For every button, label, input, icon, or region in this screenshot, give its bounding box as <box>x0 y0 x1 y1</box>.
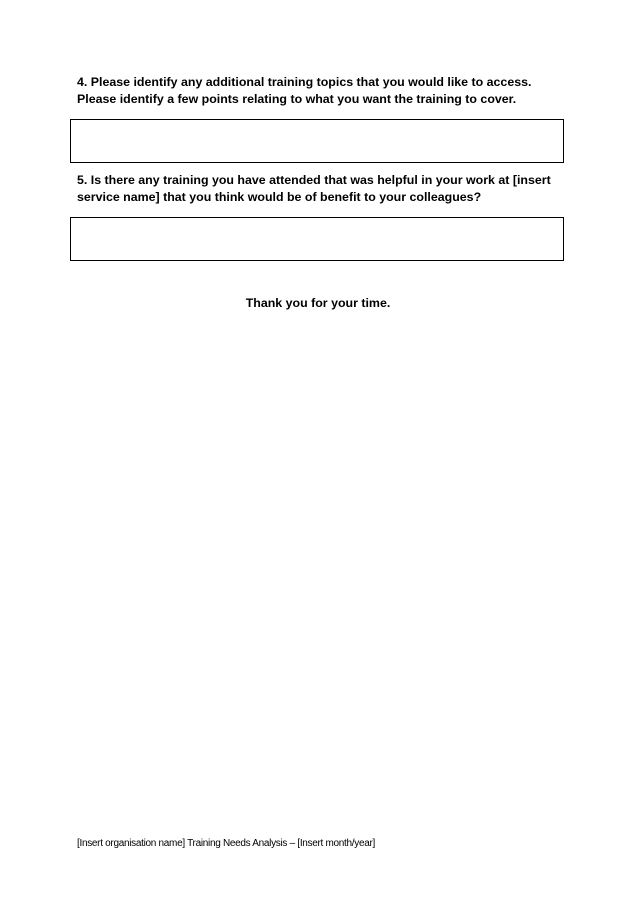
question-5-text: 5. Is there any training you have attended that was helpful in your work at [insert service name] that you think would be of benefit to your colleagues? <box>77 173 551 204</box>
question-5-answer-field[interactable] <box>70 217 564 261</box>
question-4-text: 4. Please identify any additional training topics that you would like to access. Please identify a few points relating to what you want the training to cover. <box>77 75 532 106</box>
question-4-answer-field[interactable] <box>70 119 564 163</box>
page-footer: [Insert organisation name] Training Needs Analysis – [Insert month/year] <box>77 838 376 849</box>
closing-message: Thank you for your time. <box>245 296 391 310</box>
